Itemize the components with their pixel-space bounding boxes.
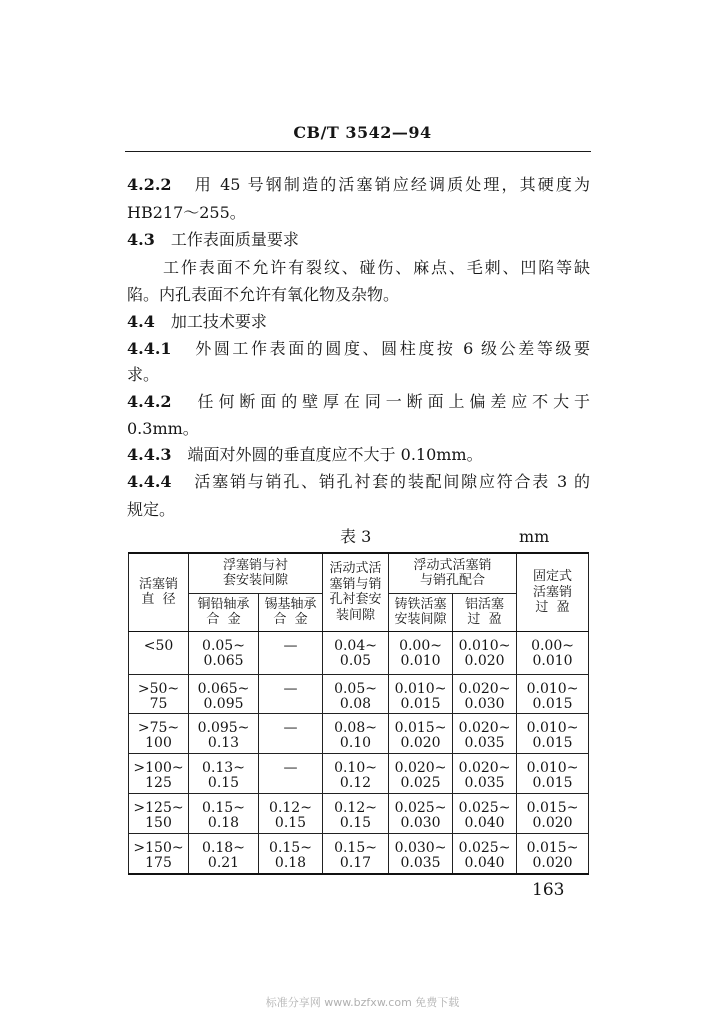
cell-line: 0.030 bbox=[464, 695, 505, 712]
header-cast-iron-clearance bbox=[389, 593, 453, 631]
clause-4-4-4-line-2: 规定。 bbox=[127, 500, 176, 519]
cell-line: 0.21 bbox=[207, 854, 240, 871]
cell-line: 0.020 bbox=[400, 734, 441, 751]
cell-line: 0.010~ bbox=[394, 680, 447, 697]
cell-line: 100 bbox=[145, 734, 172, 751]
cell-line: 0.08 bbox=[339, 695, 372, 712]
header-sn-base-alloy bbox=[259, 593, 323, 631]
cell-line: 0.095 bbox=[203, 695, 244, 712]
cell-aluminum bbox=[453, 833, 517, 874]
cell-diameter bbox=[129, 674, 189, 713]
cell-aluminum bbox=[453, 753, 517, 793]
cell-sn-base bbox=[259, 631, 323, 674]
cell-line: 0.15 bbox=[339, 814, 372, 831]
cell-line: 0.08~ bbox=[334, 719, 377, 736]
cell-cast-iron bbox=[389, 793, 453, 833]
cell-line: 0.010~ bbox=[526, 759, 579, 776]
header-line: 活动式活 bbox=[329, 561, 382, 577]
cell-line: 0.17 bbox=[339, 854, 372, 871]
cell-cu-pb bbox=[189, 793, 259, 833]
cell-line: 0.010 bbox=[400, 652, 441, 669]
section-4-3-heading bbox=[127, 230, 590, 250]
cell-line: 0.18 bbox=[274, 854, 307, 871]
table-row bbox=[129, 713, 589, 753]
cell-cast-iron bbox=[389, 753, 453, 793]
clause-number: 4.4.4 bbox=[127, 472, 172, 491]
cell-line: >75~ bbox=[137, 719, 180, 736]
cell-line: 0.095~ bbox=[197, 719, 250, 736]
table-row bbox=[129, 833, 589, 874]
header-floating-bushing-clearance bbox=[189, 553, 323, 593]
cell-sn-base bbox=[259, 674, 323, 713]
header-line: 锡基轴承 bbox=[264, 596, 317, 612]
cell-cast-iron bbox=[389, 674, 453, 713]
cell-line: 0.05~ bbox=[334, 680, 377, 697]
cell-active bbox=[323, 793, 389, 833]
cell-line: 75 bbox=[149, 695, 168, 712]
cell-line: 0.015~ bbox=[394, 719, 447, 736]
cell-line: <50 bbox=[143, 637, 174, 654]
header-line: 固定式 bbox=[533, 569, 573, 584]
clause-number: 4.4.1 bbox=[127, 339, 172, 358]
cell-cast-iron bbox=[389, 713, 453, 753]
cell-line: >50~ bbox=[137, 680, 180, 697]
cell-line: — bbox=[283, 759, 298, 776]
header-line: 直 径 bbox=[141, 592, 176, 608]
cell-fixed bbox=[517, 753, 589, 793]
cell-line: >150~ bbox=[133, 839, 184, 856]
cell-active bbox=[323, 631, 389, 674]
cell-line: 125 bbox=[145, 774, 172, 791]
cell-line: 0.00~ bbox=[531, 637, 574, 654]
cell-line: 0.00~ bbox=[399, 637, 442, 654]
header-pin-diameter bbox=[129, 553, 189, 631]
cell-line: 0.035 bbox=[464, 774, 505, 791]
cell-fixed bbox=[517, 631, 589, 674]
cell-line: 0.18~ bbox=[202, 839, 245, 856]
header-line: 活塞销 bbox=[138, 576, 178, 592]
section-title: 加工技术要求 bbox=[170, 312, 267, 331]
table-row bbox=[129, 753, 589, 793]
table-unit: mm bbox=[519, 527, 550, 546]
table-row bbox=[129, 793, 589, 833]
cell-line: 0.015 bbox=[532, 734, 573, 751]
cell-sn-base bbox=[259, 793, 323, 833]
header-line: 安装间隙 bbox=[394, 612, 447, 627]
cell-line: — bbox=[283, 719, 298, 736]
cell-line: 0.12~ bbox=[269, 799, 312, 816]
cell-line: 0.010~ bbox=[526, 719, 579, 736]
cell-line: 0.13 bbox=[207, 734, 240, 751]
cell-aluminum bbox=[453, 631, 517, 674]
cell-line: 0.10 bbox=[339, 734, 372, 751]
section-number: 4.3 bbox=[127, 230, 155, 249]
cell-line: 0.035 bbox=[464, 734, 505, 751]
clause-4-4-2-line-2: 0.3mm。 bbox=[127, 419, 199, 438]
cell-line: 0.020~ bbox=[458, 680, 511, 697]
cell-line: 0.020 bbox=[464, 652, 505, 669]
clause-4-4-1-line-2: 求。 bbox=[127, 365, 160, 384]
cell-line: 0.040 bbox=[464, 854, 505, 871]
cell-line: 0.15 bbox=[274, 814, 307, 831]
cell-line: 0.025~ bbox=[394, 799, 447, 816]
header-cu-pb-alloy bbox=[189, 593, 259, 631]
cell-line: 0.15 bbox=[207, 774, 240, 791]
cell-line: 0.13~ bbox=[202, 759, 245, 776]
header-line: 孔衬套安 bbox=[329, 592, 382, 608]
cell-fixed bbox=[517, 713, 589, 753]
cell-cu-pb bbox=[189, 713, 259, 753]
cell-line: 0.020~ bbox=[458, 759, 511, 776]
header-line: 过 盈 bbox=[535, 600, 570, 615]
header-line: 与销孔配合 bbox=[420, 573, 486, 589]
cell-cast-iron bbox=[389, 631, 453, 674]
section-4-3-text-line-1: 工作表面不允许有裂纹、碰伤、麻点、毛刺、凹陷等缺 bbox=[163, 258, 590, 277]
cell-line: 0.020 bbox=[532, 854, 573, 871]
section-title: 工作表面质量要求 bbox=[170, 230, 299, 249]
cell-line: 150 bbox=[145, 814, 172, 831]
header-line: 铸铁活塞 bbox=[394, 596, 447, 612]
cell-active bbox=[323, 833, 389, 874]
cell-line: 0.020 bbox=[532, 814, 573, 831]
cell-fixed bbox=[517, 833, 589, 874]
cell-active bbox=[323, 753, 389, 793]
cell-line: 0.12~ bbox=[334, 799, 377, 816]
cell-line: 0.015 bbox=[532, 774, 573, 791]
header-line: 铜铅轴承 bbox=[197, 596, 250, 612]
cell-sn-base bbox=[259, 833, 323, 874]
cell-line: 0.010~ bbox=[458, 637, 511, 654]
cell-line: 0.010~ bbox=[526, 680, 579, 697]
header-line: 活塞销 bbox=[533, 584, 573, 600]
clause-4-4-3-line-1 bbox=[127, 445, 590, 465]
clause-number: 4.4.2 bbox=[127, 392, 172, 411]
cell-fixed bbox=[517, 793, 589, 833]
cell-sn-base bbox=[259, 713, 323, 753]
cell-line: — bbox=[283, 637, 298, 654]
cell-line: >100~ bbox=[133, 759, 184, 776]
cell-line: 0.020~ bbox=[394, 759, 447, 776]
cell-aluminum bbox=[453, 793, 517, 833]
header-line: 合 金 bbox=[273, 612, 308, 627]
cell-line: 0.040 bbox=[464, 814, 505, 831]
header-line: 浮动式活塞销 bbox=[413, 557, 492, 573]
clause-4-2-2-line-1 bbox=[127, 175, 590, 195]
cell-line: 0.04~ bbox=[334, 637, 377, 654]
cell-line: 0.025~ bbox=[458, 799, 511, 816]
table-row bbox=[129, 674, 589, 713]
cell-line: 0.035 bbox=[400, 854, 441, 871]
cell-line: 0.12 bbox=[339, 774, 372, 791]
site-watermark: 标准分享网 www.bzfxw.com 免费下载 bbox=[265, 996, 460, 1009]
cell-line: 0.015 bbox=[532, 695, 573, 712]
cell-active bbox=[323, 674, 389, 713]
header-line: 铝活塞 bbox=[465, 596, 505, 612]
header-fixed-pin-interference bbox=[517, 553, 589, 631]
header-line: 装间隙 bbox=[336, 607, 376, 623]
cell-line: 0.015~ bbox=[526, 799, 579, 816]
clause-4-4-4-line-1 bbox=[127, 472, 590, 492]
section-number: 4.4 bbox=[127, 312, 155, 331]
clause-4-4-1-line-1 bbox=[127, 339, 590, 359]
cell-line: — bbox=[283, 680, 298, 697]
clause-text: 用 45 号钢制造的活塞销应经调质处理，其硬度为 bbox=[194, 175, 590, 194]
header-rule bbox=[125, 151, 591, 152]
section-4-4-heading bbox=[127, 312, 590, 332]
clause-text: 外圆工作表面的圆度、圆柱度按 6 级公差等级要 bbox=[195, 339, 590, 358]
header-line: 浮塞销与衬 bbox=[223, 557, 289, 573]
cell-line: 0.05 bbox=[339, 652, 372, 669]
cell-line: 0.030 bbox=[400, 814, 441, 831]
cell-line: 0.18 bbox=[207, 814, 240, 831]
header-line: 套安装间隙 bbox=[223, 573, 289, 589]
cell-line: 175 bbox=[145, 854, 172, 871]
table-caption: 表 3 bbox=[340, 527, 372, 546]
clearance-table bbox=[128, 552, 589, 875]
cell-line: 0.030~ bbox=[394, 839, 447, 856]
cell-diameter bbox=[129, 713, 189, 753]
cell-line: 0.025 bbox=[400, 774, 441, 791]
cell-line: >125~ bbox=[133, 799, 184, 816]
cell-diameter bbox=[129, 793, 189, 833]
cell-line: 0.015 bbox=[400, 695, 441, 712]
cell-line: 0.15~ bbox=[334, 839, 377, 856]
clause-number: 4.4.3 bbox=[127, 445, 172, 464]
cell-line: 0.10~ bbox=[334, 759, 377, 776]
clause-text: 任何断面的壁厚在同一断面上偏差应不大于 bbox=[197, 392, 590, 411]
cell-diameter bbox=[129, 833, 189, 874]
cell-fixed bbox=[517, 674, 589, 713]
header-line: 合 金 bbox=[206, 612, 241, 627]
clause-text: 端面对外圆的垂直度应不大于 0.10mm。 bbox=[187, 445, 483, 464]
header-line: 过 盈 bbox=[467, 612, 502, 627]
cell-active bbox=[323, 713, 389, 753]
section-4-3-text-line-2: 陷。内孔表面不允许有氧化物及杂物。 bbox=[127, 285, 400, 304]
table-header-row bbox=[129, 553, 589, 593]
cell-cast-iron bbox=[389, 833, 453, 874]
header-aluminum-interference bbox=[453, 593, 517, 631]
cell-line: 0.05~ bbox=[202, 637, 245, 654]
cell-cu-pb bbox=[189, 753, 259, 793]
cell-sn-base bbox=[259, 753, 323, 793]
header-active-pin-bushing-clearance bbox=[323, 553, 389, 631]
clause-4-2-2-line-2: HB217～255。 bbox=[127, 203, 246, 222]
cell-line: 0.015~ bbox=[526, 839, 579, 856]
cell-cu-pb bbox=[189, 631, 259, 674]
document-code: CB/T 3542—94 bbox=[293, 123, 432, 142]
cell-line: 0.065~ bbox=[197, 680, 250, 697]
page-number: 163 bbox=[532, 880, 565, 900]
clause-text: 活塞销与销孔、销孔衬套的装配间隙应符合表 3 的 bbox=[194, 472, 590, 491]
cell-line: 0.065 bbox=[203, 652, 244, 669]
cell-line: 0.15~ bbox=[202, 799, 245, 816]
cell-line: 0.010 bbox=[532, 652, 573, 669]
cell-diameter bbox=[129, 631, 189, 674]
cell-cu-pb bbox=[189, 833, 259, 874]
cell-line: 0.15~ bbox=[269, 839, 312, 856]
cell-cu-pb bbox=[189, 674, 259, 713]
header-floating-pin-hole-fit bbox=[389, 553, 517, 593]
cell-line: 0.025~ bbox=[458, 839, 511, 856]
cell-diameter bbox=[129, 753, 189, 793]
table-row bbox=[129, 631, 589, 674]
clause-number: 4.2.2 bbox=[127, 175, 172, 194]
cell-aluminum bbox=[453, 674, 517, 713]
cell-line: 0.020~ bbox=[458, 719, 511, 736]
cell-aluminum bbox=[453, 713, 517, 753]
header-line: 塞销与销 bbox=[329, 576, 382, 592]
clause-4-4-2-line-1 bbox=[127, 392, 590, 412]
